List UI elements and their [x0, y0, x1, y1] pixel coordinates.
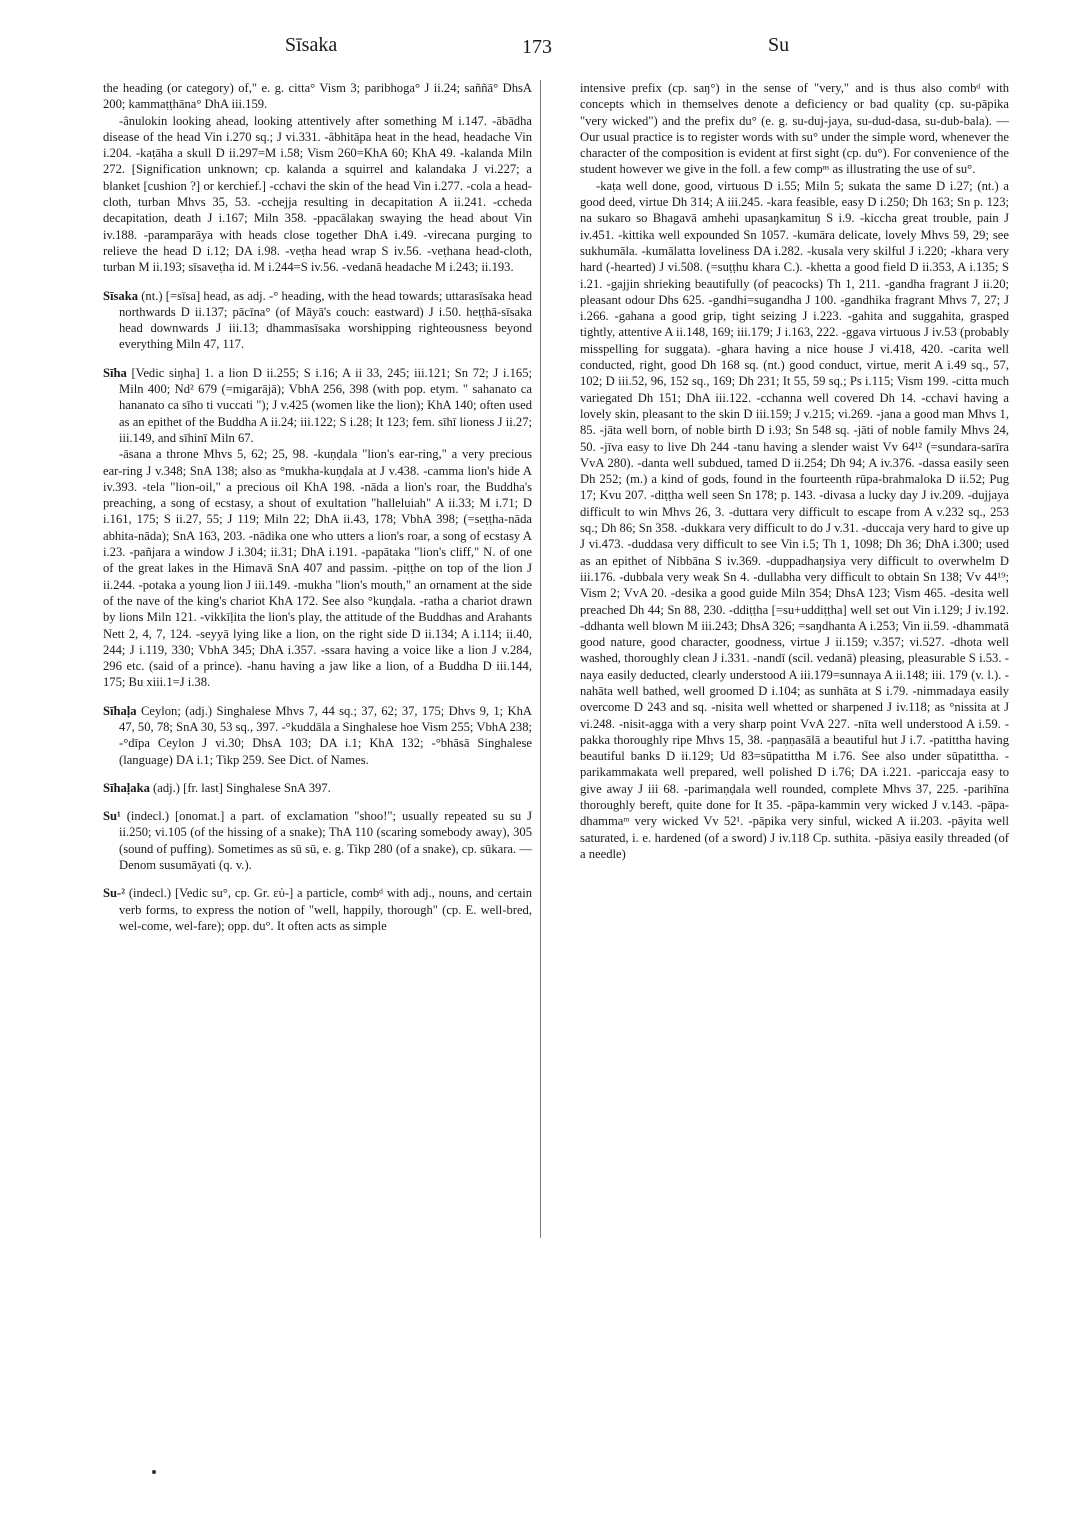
- headword-siha: Sīha: [103, 365, 127, 380]
- right-column: [580, 80, 1009, 862]
- sisa-compounds: -ânulokin looking ahead, looking attentively after something M i.147. -ābādha disease of the head Vin i.270 sq.; J vi.331. -âbhitāpa heat in the head, headache Vin i.204. -kaṭāha a skull D ii.297=M i.58; Vism 260=KhA 60; KhA 49. -kalanda Miln 272. [Signification unknown; cp. kalanda a squirrel and kalandaka J vi.227; a blanket [cushion ?] or kerchief.] -cchavi the skin of the head Vin i.277. -cola a head-cloth, turban Mhvs 35, 53. -cchejja resulting in decapitation A ii.241. -ccheda decapitation, death J i.167; Miln 358. -ppacālakaŋ swaying the head about Vin iv.188. -paramparāya with heads close together DhA i.49. -virecana purging to relieve the head D i.12; DA i.98. -veṭha head wrap S iv.56. -veṭhana head-cloth, turban M ii.193; sīsaveṭha id. M i.244=S iv.56. -vedanā headache M i.243; ii.193.: [103, 113, 532, 275]
- headword-su2: Su-²: [103, 886, 125, 901]
- running-head-left: Sīsaka: [285, 34, 338, 56]
- definition-siha: [Vedic siŋha] 1. a lion D ii.255; S i.16; A ii 33, 245; iii.121; Sn 72; J i.165; Miln 400; Nd² 679 (=migarājā); VbhA 256, 398 (with pop. etym. " sahanato ca hananato ca sīho ti vuccati "); J v.425 (women like the lion); KhA 140; often used as an epithet of the Buddha A ii.24; iii.122; S i.28; It 123; fem. sīhī lioness J ii.27; iii.149, and sīhinī Miln 67.: [119, 365, 532, 445]
- entry-sihala: [103, 703, 532, 768]
- definition-su2: (indecl.) [Vedic su°, cp. Gr. εὐ-] a particle, combᵈ with adj., nouns, and certain verb forms, to express the notion of "well, happily, thorough" (cp. E. well-bred, wel-come, wel-fare); opp. du°. It often acts as simple: [119, 886, 532, 933]
- entry-sisaka: [103, 288, 532, 353]
- running-head-right: Su: [768, 34, 790, 56]
- su2-continuation: intensive prefix (cp. saŋ°) in the sense of "very," and is thus also combᵈ with concepts which in themselves denote a deficiency or bad quality (cp. su-pāpika "very wicked") and the prefix du° (e. g. su-duj-jaya, su-dud-dasa, su-dub-bala). — Our usual practice is to register words with su° under the simple word, whenever the character of the composition is evident at first sight (cp. du°). For convenience of the student however we give in the foll. a few compⁿˢ as illustrating the use of su°.: [580, 81, 1009, 177]
- headword-sihalaka: Sīhaḷaka: [103, 780, 150, 795]
- siha-compounds: -āsana a throne Mhvs 5, 62; 25, 98. -kuṇḍala "lion's ear-ring," a very precious ear-ring J v.348; SnA 138; also as °mukha-kuṇḍala at J v.438. -camma lion's hide A iv.393. -tela "lion-oil," a precious oil KhA 198. -nāda a lion's roar, the Buddha's preaching, a song of ecstasy, a shout of exultation "halleluiah" A ii.33; M i.71; D i.161, 175; S ii.27, 55; J 119; Miln 22; DhA ii.43, 178; VbhA 398; (=seṭṭha-nāda abhita-nāda); SnA 163, 203. -nādika one who utters a lion's roar, a song of ecstasy A i.23. -pañjara a window J i.304; ii.31; DhA i.191. -papātaka "lion's cliff," N. of one of the great lakes in the Himavā SnA 407 and passim. -piṭṭhe on top of the lion J ii.244. -potaka a young lion J iii.149. -mukha "lion's mouth," an ornament at the side of the nave of the king's chariot KhA 172. See also °kuṇḍala. -ratha a chariot drawn by lions Miln 121. -vikkīḷita the lion's play, the attitude of the Buddhas and Arahants Nett 2, 4, 7, 124. -seyyā lying like a lion, on the right side D ii.134; A i.114; ii.40, 244; J i.119, 330; VbhA 345; DhA i.357. -ssara having a voice like a lion J v.284, 296 etc. (said of a prince). -hanu having a jaw like a lion, of a Buddha D iii.144, 175; Bu xiii.1=J i.38.: [103, 447, 532, 690]
- column-divider: [540, 80, 541, 1238]
- sisa-continuation: the heading (or category) of," e. g. citta° Vism 3; paribhoga° J ii.24; saññā° DhsA 200; kammaṭṭhāna° DhA iii.159.: [103, 81, 532, 112]
- definition-sihala: Ceylon; (adj.) Singhalese Mhvs 7, 44 sq.; 37, 62; 37, 175; Dhvs 9, 1; KhA 47, 50, 78; SnA 30, 53 sq., 397. -°kuddāla a Singhalese hoe Vism 255; VbhA 238; -°dīpa Ceylon J vi.30; DhsA 103; DA i.1; KhA 132; -°bhāsā Singhalese (language) DA i.1; Tikp 259. See Dict. of Names.: [119, 703, 532, 767]
- su2-compounds: -kaṭa well done, good, virtuous D i.55; Miln 5; sukata the same D i.27; (nt.) a good deed, virtue Dh 314; A iii.245. -kara feasible, easy D i.250; Dh 163; Sn p. 123; na sukaro so Bhagavā amhehi upasaŋkamituŋ S i.9. -kiccha great trouble, pain J iv.451. -kittika well expounded Sn 1057. -kumāra delicate, lovely Mhvs 59, 29; see sukhumāla. -kumālatta loveliness DA i.282. -kusala very skilful J i.220; -khara very hard (-hearted) J vi.508. (=suṭṭhu khara C.). -khetta a good field D ii.353, A i.135; S i.21. -gajjin shrieking beautifully (of peacocks) Th 1, 211. -gandha fragrant J ii.20; pleasant odour Dhs 625. -gandhi=sugandha J 100. -gandhika fragrant Mhvs 7, 27; J i.266. -gahana a good grip, tight seizing J i.223. -gahita and suggahita, grasped tightly, attentive A ii.148, 169; iii.179; J i.163, 222. -ggava virtuous J iv.53 (probably misspelling for suggata). -ghara having a nice house J vi.418, 420. -carita well conducted, right, good Dh 168 sq. (nt.) good conduct, virtue, merit A i.49 sq., 57, 102; D iii.52, 96, 152 sq., 169; Dh 231; It 55, 59 sq.; Ps i.115; Vism 199. -citta much variegated Dh 151; DhA iii.122. -cchanna well covered Dh 14. -cchavi having a lovely skin, pleasant to the skin D iii.159; J v.215; vi.269. -jana a good man Mhvs 1, 85. -jāta well born, of noble birth D i.93; Sn 548 sq. -jāti of noble family Mhvs 24, 50. -jīva easy to live Dh 244 -tanu having a slender waist Vv 64¹² (=sundara-sarīra VvA 280). -danta well subdued, tamed D ii.254; Dh 94; A iv.376. -dassa easily seen Dh 252; (m.) a kind of gods, found in the fourteenth rūpa-brahmaloka D ii.52; Pug 17; Kvu 207. -diṭṭha well seen Sn 178; p. 143. -divasa a lucky day J iv.209. -dujjaya difficult to win Mhvs 26, 3. -duttara very difficult to escape from A v.232 sq., 253 sq.; Dh 86; Sn 358. -dukkara very difficult to do J v.31. -duccaja very hard to give up J vi.473. -duddasa very difficult to see Vin i.5; Th 1, 1098; Dh 36; DhA i.300; used as an epithet of Nibbāna S iv.369. -duppadhaŋsiya very difficult to overwhelm D iii.176. -dubbala very weak Sn 4. -dullabha very difficult to obtain Sn 138; Vv 44¹⁹; Vism 2; VvA 20. -desika a good guide Miln 354; DhsA 123; Vism 465. -desita well preached Dh 44; Sn 88, 230. -ddiṭṭha [=su+uddiṭṭha] well set out Vin i.129; J iv.192. -ddhanta well blown M iii.243; DhsA 326; =saŋdhanta A i.253; Vin ii.59. -dhammatā good nature, good character, goodness, virtue J ii.159; v.357; vi.527. -dhota well washed, thoroughly clean J i.331. -nandī (scil. vedanā) pleasing, pleasurable S i.53. -naya easily deducted, clearly understood A iii.179=sunnaya A ii.148; iii. 179 (v. l.). -nahāta well bathed, well groomed D i.104; as sunhāta at S i.79. -nimmadaya easily overcome D 243 and sq. -nisita well whetted or sharpened J iv.118; as °nissita at J vi.248. -nisit-agga with a very sharp point VvA 227. -nīta well understood A i.59. -pakka thoroughly ripe Mhvs 15, 38. -paṇṇasālā a beautiful hut J i.7. -patittha having beautiful banks D ii.129; Ud 83=sūpatittha M i.76. See also under sūpatittha. -parikammakata well prepared, well polished D i.76; DA i.221. -pariccaja easy to give away J iii 68. -parimaṇḍala well rounded, complete Mhvs 37, 225. -parihīna thoroughly bereft, quite done for It 35. -pāpa-kammin very wicked J v.143. -pāpa-dhammaᵐ very wicked Vv 52¹. -pāpika very sinful, wicked A ii.203. -pāyita well saturated, i. e. hardened (of a sword) J iv.118 Cp. suthita. -pāsiya easily threaded (of a needle): [580, 178, 1009, 861]
- headword-sihala: Sīhaḷa: [103, 703, 137, 718]
- headword-su1: Su¹: [103, 809, 121, 824]
- stray-mark: [152, 1470, 156, 1474]
- left-column: [103, 80, 532, 934]
- definition-sihalaka: (adj.) [fr. last] Singhalese SnA 397.: [149, 780, 331, 795]
- entry-sihalaka: [103, 780, 532, 796]
- entry-siha: [103, 365, 532, 446]
- entry-su2: [103, 885, 532, 934]
- definition-su1: (indecl.) [onomat.] a part. of exclamation "shoo!"; usually repeated su su J ii.250; vi.105 (of the hissing of a snake); ThA 110 (scaring somebody away), 305 (sound of puffing). Sometimes as sū sū, e. g. Tikp 280 (of a snake), cp. sūkara. — Denom susumāyati (q. v.).: [119, 809, 532, 873]
- headword-sisaka: Sīsaka: [103, 288, 139, 303]
- page-number: 173: [522, 36, 552, 58]
- entry-su1: [103, 808, 532, 873]
- definition-sisaka: (nt.) [=sīsa] head, as adj. -° heading, with the head towards; uttarasīsaka head northwards D ii.137; pācīna° (of Māyā's couch: eastward) J i.50. heṭṭhā-sīsaka head downwards J iii.13; dhammasīsaka worshipping righteousness beyond everything Miln 47, 117.: [119, 288, 532, 352]
